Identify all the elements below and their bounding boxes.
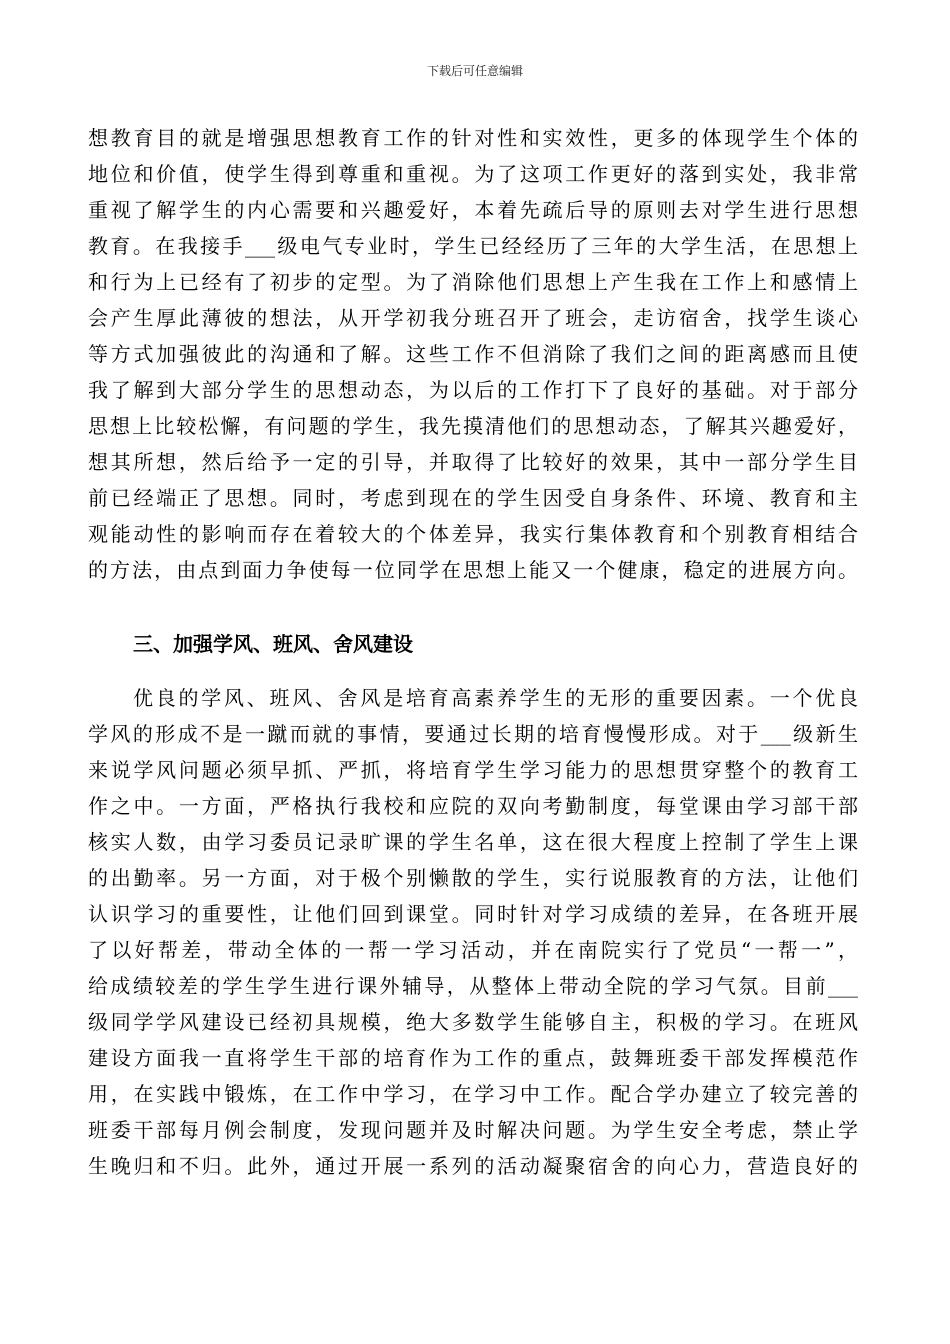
text-line: 的出勤率。另一方面，对于极个别懒散的学生，实行说服教育的方法，让他们 — [88, 866, 858, 890]
text-line: 想其所想，然后给予一定的引导，并取得了比较好的效果，其中一部分学生目 — [88, 450, 858, 474]
text-line: 了以好帮差，带动全体的一帮一学习活动，并在南院实行了党员“一帮一”， — [88, 938, 858, 962]
text-line: 班委干部每月例会制度，发现问题并及时解决问题。为学生安全考虑，禁止学 — [88, 1118, 858, 1142]
text-line: 生晚归和不归。此外，通过开展一系列的活动凝聚宿舍的向心力，营造良好的 — [88, 1154, 858, 1178]
text-line: 建设方面我一直将学生干部的培育作为工作的重点，鼓舞班委干部发挥模范作 — [88, 1046, 858, 1070]
text-line: 会产生厚此薄彼的想法，从开学初我分班召开了班会，走访宿舍，找学生谈心 — [88, 306, 858, 330]
text-line: 用，在实践中锻炼，在工作中学习，在学习中工作。配合学办建立了较完善的 — [88, 1082, 858, 1106]
text-line: 核实人数，由学习委员记录旷课的学生名单，这在很大程度上控制了学生上课 — [88, 830, 858, 854]
text-line: 和行为上已经有了初步的定型。为了消除他们思想上产生我在工作上和感情上 — [88, 270, 858, 294]
text-line: 思想上比较松懈，有问题的学生，我先摸清他们的思想动态，了解其兴趣爱好， — [88, 414, 858, 438]
text-line: 观能动性的影响而存在着较大的个体差异，我实行集体教育和个别教育相结合 — [88, 522, 858, 546]
text-line: 等方式加强彼此的沟通和了解。这些工作不但消除了我们之间的距离感而且使 — [88, 342, 858, 366]
page-header: 下载后可任意编辑 — [426, 64, 523, 78]
text-line: 级同学学风建设已经初具规模，绝大多数学生能够自主，积极的学习。在班风 — [88, 1010, 858, 1034]
section-heading: 三、加强学风、班风、舍风建设 — [133, 632, 413, 656]
text-line: 前已经端正了思想。同时，考虑到现在的学生因受自身条件、环境、教育和主 — [88, 486, 858, 510]
text-line: 的方法，由点到面力争使每一位同学在思想上能又一个健康，稳定的进展方向。 — [88, 558, 858, 582]
text-line: 来说学风问题必须早抓、严抓，将培育学生学习能力的思想贯穿整个的教育工 — [88, 758, 858, 782]
text-line: 地位和价值，使学生得到尊重和重视。为了这项工作更好的落到实处，我非常 — [88, 162, 858, 186]
text-line: 优良的学风、班风、舍风是培育高素养学生的无形的重要因素。一个优良 — [133, 686, 858, 710]
text-line: 想教育目的就是增强思想教育工作的针对性和实效性，更多的体现学生个体的 — [88, 126, 858, 150]
text-line: 认识学习的重要性，让他们回到课堂。同时针对学习成绩的差异，在各班开展 — [88, 902, 858, 926]
text-line: 教育。在我接手___级电气专业时，学生已经经历了三年的大学生活，在思想上 — [88, 234, 858, 258]
text-line: 重视了解学生的内心需要和兴趣爱好，本着先疏后导的原则去对学生进行思想 — [88, 198, 858, 222]
text-line: 我了解到大部分学生的思想动态，为以后的工作打下了良好的基础。对于部分 — [88, 378, 858, 402]
text-line: 作之中。一方面，严格执行我校和应院的双向考勤制度，每堂课由学习部干部 — [88, 794, 858, 818]
text-line: 学风的形成不是一蹴而就的事情，要通过长期的培育慢慢形成。对于___级新生 — [88, 722, 858, 746]
text-line: 给成绩较差的学生学生进行课外辅导，从整体上带动全院的学习气氛。目前___ — [88, 974, 858, 998]
